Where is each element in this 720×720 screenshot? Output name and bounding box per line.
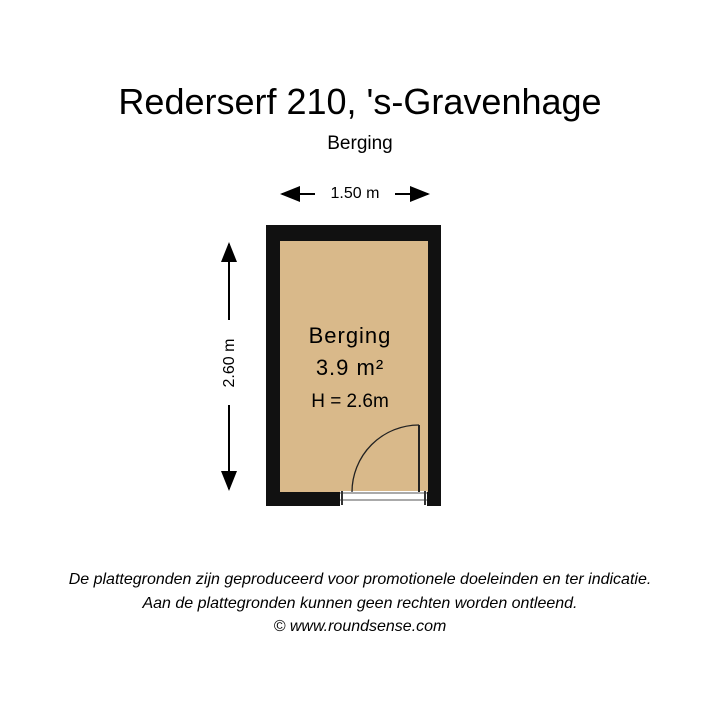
page-title: Rederserf 210, 's-Gravenhage (118, 81, 602, 122)
disclaimer-line-2: Aan de plattegronden kunnen geen rechten worden ontleend. (142, 595, 578, 612)
copyright-line: © www.roundsense.com (273, 618, 447, 635)
height-dimension-label: 2.60 m (221, 338, 238, 388)
disclaimer-line-1: De plattegronden zijn geproduceerd voor promotionele doeleinden en ter indicatie. (68, 571, 652, 588)
width-dimension-label: 1.50 m (330, 185, 380, 202)
floor-subtitle: Berging (327, 133, 393, 154)
room-area-label: 3.9 m² (315, 355, 385, 380)
room-name-label: Berging (308, 323, 392, 348)
room-height-label: H = 2.6m (311, 391, 389, 412)
